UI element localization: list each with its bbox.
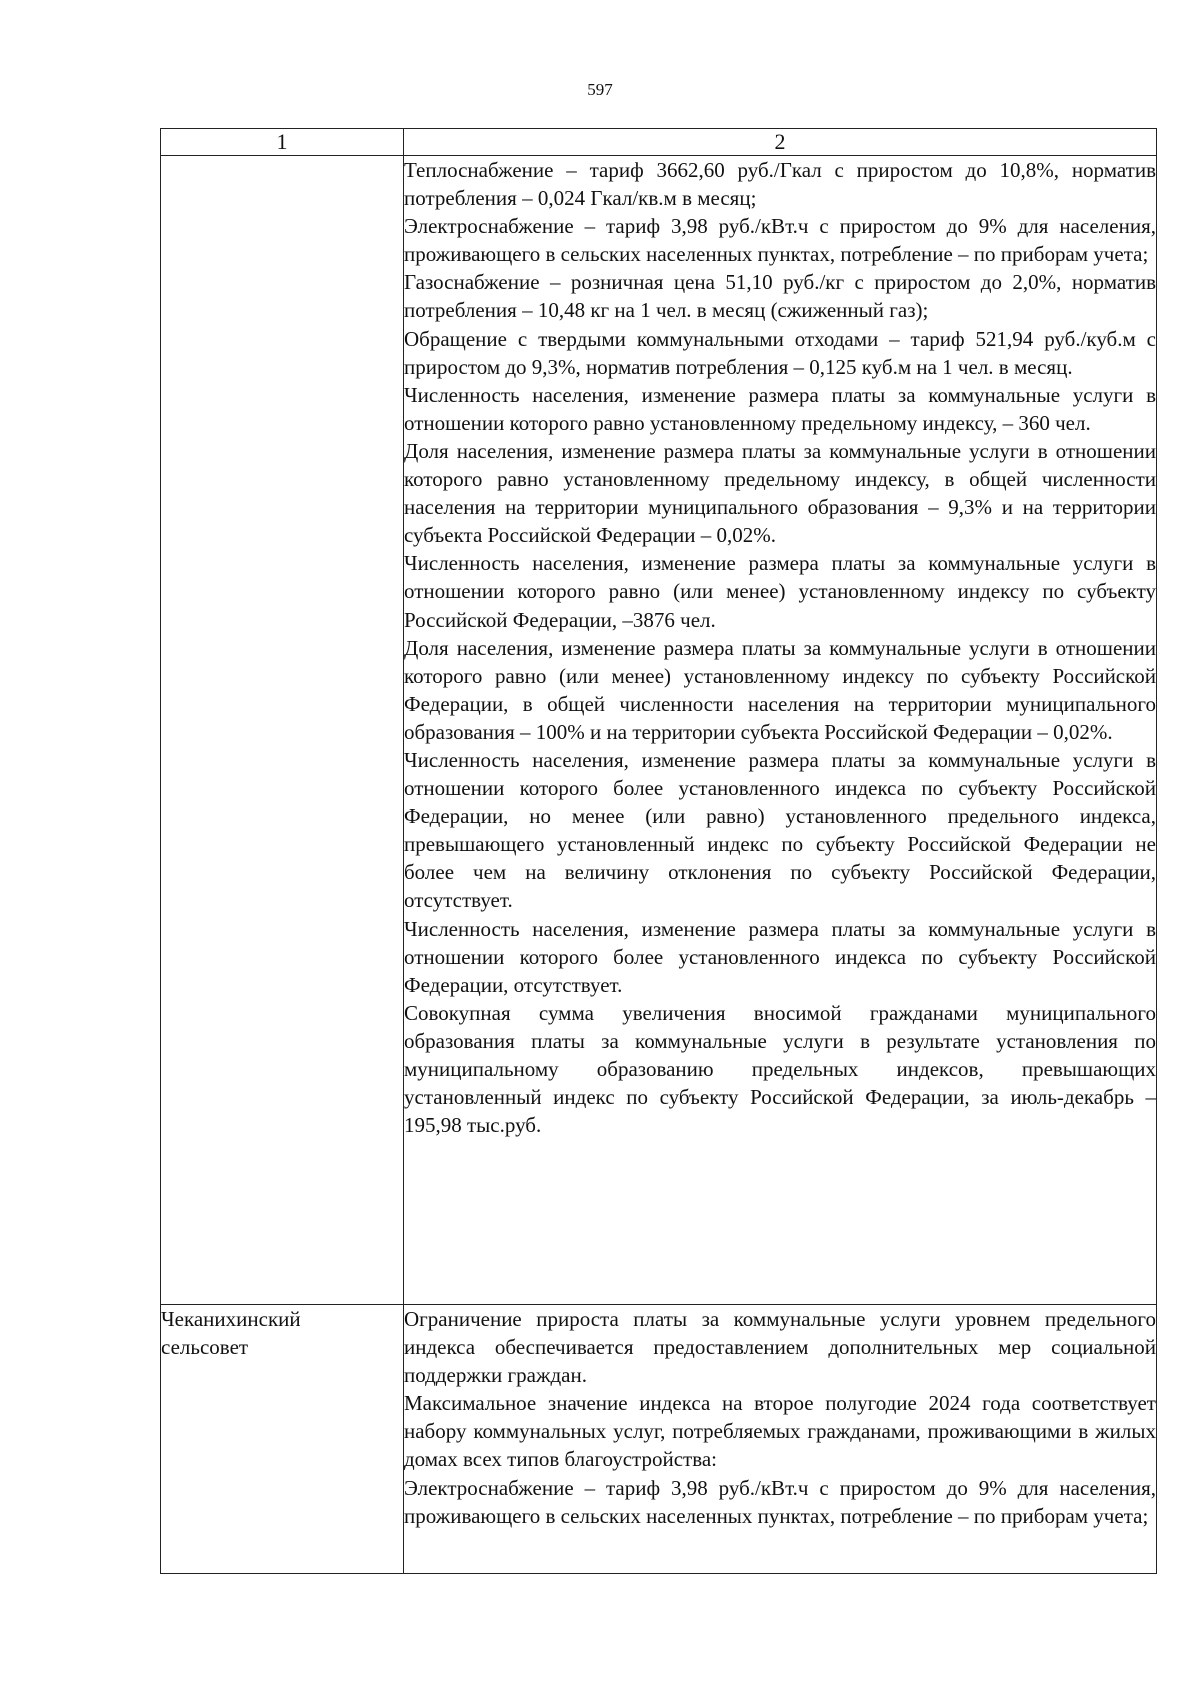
page-number: 597 <box>587 80 613 99</box>
paragraph: Доля населения, изменение размера платы за коммунальные услуги в отношении которого равно (или менее) установленному индексу по субъекту Российской Федерации, в общей численности населения на территории муниципального образования – 100% и на территории субъекта Российской Федерации – 0,02%. <box>404 635 1156 744</box>
municipality-name-line: Чеканихинский <box>161 1307 301 1331</box>
table-row <box>161 156 1157 1305</box>
row2-content <box>404 1305 1157 1574</box>
paragraph: Электроснабжение – тариф 3,98 руб./кВт.ч с приростом до 9% для населения, проживающего в сельских населенных пунктах, потребление – по приборам учета; <box>404 214 1156 267</box>
header-col-2: 2 <box>404 129 1157 156</box>
header-col-1: 1 <box>161 129 404 156</box>
paragraph: Численность населения, изменение размера платы за коммунальные услуги в отношении которого более установленного индекса по субъекту Российской Федерации, отсутствует. <box>404 916 1156 997</box>
paragraph: Доля населения, изменение размера платы за коммунальные услуги в отношении которого равно установленному предельному индексу, в общей численности населения на территории муниципального образования – 9,3% и на территории субъекта Российской Федерации – 0,02%. <box>404 438 1156 548</box>
paragraph: Численность населения, изменение размера платы за коммунальные услуги в отношении которого равно установленному предельному индексу, – 360 чел. <box>404 382 1156 435</box>
paragraph: Совокупная сумма увеличения вносимой гражданами муниципального образования платы за коммунальные услуги в результате установления по муниципальному образованию предельных индексов, превышающих установленный индекс по субъекту Российской Федерации, за июль-декабрь – 195,98 тыс.руб. <box>404 1000 1156 1138</box>
row1-content <box>404 156 1157 1305</box>
paragraph: Численность населения, изменение размера платы за коммунальные услуги в отношении которого более установленного индекса по субъекту Российской Федерации, но менее (или равно) установленного предельного индекса, превышающего установленный индекс по субъекту Российской Федерации не более чем на величину отклонения по субъекту Российской Федерации, отсутствует. <box>404 747 1156 913</box>
paragraph: Максимальное значение индекса на второе полугодие 2024 года соответствует набору коммунальных услуг, потребляемых гражданами, проживающими в жилых домах всех типов благоустройства: <box>404 1391 1156 1472</box>
table-row <box>161 1305 1157 1574</box>
paragraph: Газоснабжение – розничная цена 51,10 руб./кг с приростом до 2,0%, норматив потребления – 10,48 кг на 1 чел. в месяц (сжиженный газ); <box>404 270 1156 323</box>
paragraph: Ограничение прироста платы за коммунальные услуги уровнем предельного индекса обеспечивается предоставлением дополнительных мер социальной поддержки граждан. <box>404 1307 1156 1388</box>
row1-municipality <box>161 156 404 1305</box>
document-table <box>160 128 1157 1574</box>
paragraph: Численность населения, изменение размера платы за коммунальные услуги в отношении которого равно (или менее) установленному индексу по субъекту Российской Федерации, –3876 чел. <box>404 551 1156 632</box>
paragraph: Теплоснабжение – тариф 3662,60 руб./Гкал с приростом до 10,8%, норматив потребления – 0,024 Гкал/кв.м в месяц; <box>404 158 1156 211</box>
municipality-name-line: сельсовет <box>161 1335 249 1359</box>
table-header-row <box>161 129 1157 156</box>
row2-municipality <box>161 1305 404 1574</box>
paragraph: Обращение с твердыми коммунальными отходами – тариф 521,94 руб./куб.м с приростом до 9,3%, норматив потребления – 0,125 куб.м на 1 чел. в месяц. <box>404 326 1156 379</box>
paragraph: Электроснабжение – тариф 3,98 руб./кВт.ч с приростом до 9% для населения, проживающего в сельских населенных пунктах, потребление – по приборам учета; <box>404 1475 1156 1528</box>
